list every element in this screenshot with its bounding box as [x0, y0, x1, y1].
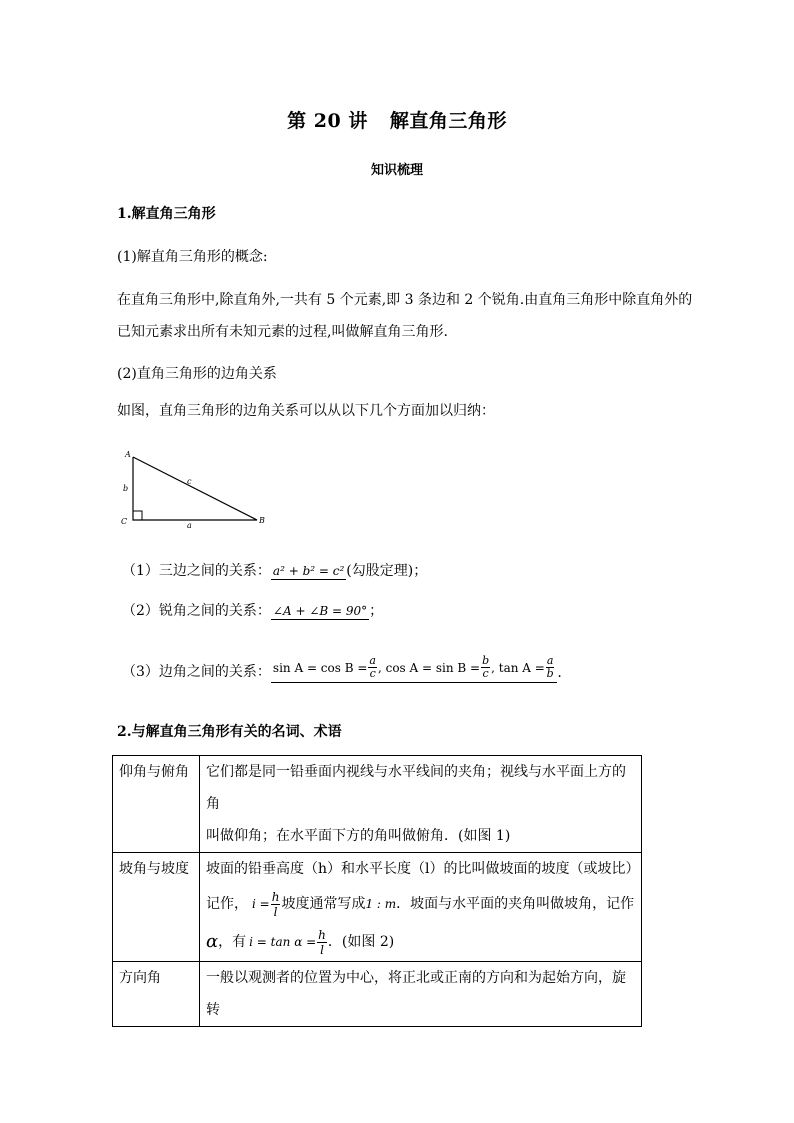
relation2-label: （2）锐角之间的关系：	[122, 603, 271, 619]
relation3-label: （3）边角之间的关系：	[122, 664, 271, 680]
table-row	[113, 756, 642, 853]
side-angle-formula	[271, 655, 557, 683]
relation1-note: (勾股定理)；	[346, 563, 428, 579]
term-definition	[200, 853, 642, 962]
definition-line: 坡面的铅垂高度（h）和水平长度（l）的比叫做坡面的坡度（或坡比）	[206, 861, 640, 877]
fraction-h-over-l	[271, 890, 281, 919]
definition-line: 它们都是同一铅垂面内视线与水平线间的夹角；视线与水平面上方的角	[206, 764, 626, 812]
vertex-label-A: A	[125, 450, 131, 459]
vertex-label-C: C	[121, 517, 128, 526]
title-lecture-number: 第 20 讲	[287, 110, 368, 132]
fraction-denominator: l	[320, 942, 324, 957]
relation1-label: （1）三边之间的关系：	[122, 563, 271, 579]
page-subtitle: 知识梳理	[370, 163, 423, 178]
section1-heading: 1.解直角三角形	[117, 206, 216, 222]
fraction-denominator: l	[273, 904, 278, 919]
definition-line: 叫做仰角；在水平面下方的角叫做俯角．(如图 1)	[206, 828, 511, 844]
fraction-numerator: h	[318, 927, 326, 942]
section1-sub2: (2)直角三角形的边角关系	[117, 366, 277, 382]
sinA-expression: sin A = cos B =	[272, 660, 368, 675]
definition-text: ，有	[218, 934, 247, 950]
fraction-denominator: b	[546, 667, 554, 680]
definition-line	[206, 885, 635, 923]
fraction-a-over-c	[368, 655, 377, 680]
relation1	[122, 560, 427, 580]
fraction-a-over-b	[546, 655, 555, 680]
terms-table	[112, 755, 642, 1027]
term-definition	[200, 962, 642, 1027]
pythagorean-formula: a² + b² = c²	[272, 564, 345, 578]
fraction-numerator: a	[546, 654, 554, 667]
fraction-numerator: h	[271, 889, 280, 904]
side-label-b: b	[123, 484, 129, 493]
section1-sub1: (1)解直角三角形的概念:	[117, 249, 268, 265]
title-topic: 解直角三角形	[389, 110, 507, 132]
definition-text: 坡度通常写成	[281, 896, 366, 912]
right-angle-mark	[133, 511, 142, 520]
relation2	[122, 600, 383, 620]
definition-text: ．(如图 2)	[327, 934, 395, 950]
relation3	[122, 655, 562, 683]
slope-ratio: 1 : m	[365, 897, 397, 911]
vertex-label-B: B	[259, 516, 265, 525]
cosA-expression: , cos A = sin B =	[377, 660, 481, 675]
slope-tan-formula: i = tan α =	[249, 935, 317, 949]
slope-i-equals: i =	[252, 897, 270, 911]
triangle-outline	[133, 457, 257, 520]
section2-heading: 2.与解直角三角形有关的名词、术语	[117, 724, 342, 740]
fraction-b-over-c	[481, 655, 490, 680]
definition-text: ．坡面与水平面的夹角叫做坡角，记作	[396, 896, 635, 912]
fraction-denominator: c	[369, 667, 376, 680]
table-row	[113, 962, 642, 1027]
fraction-numerator: a	[369, 654, 376, 667]
table-row	[113, 853, 642, 962]
relation3-end: .	[557, 665, 562, 681]
section1-paragraph-line2: 已知元素求出所有未知元素的过程,叫做解直角三角形.	[117, 324, 448, 340]
term-label-elevation-depression: 仰角与俯角	[113, 756, 200, 853]
definition-line	[206, 923, 635, 961]
section1-intro: 如图，直角三角形的边角关系可以从以下几个方面加以归纳：	[117, 403, 495, 419]
fraction-numerator: b	[482, 654, 490, 667]
definition-text: 记作，	[206, 896, 248, 912]
side-label-a: a	[187, 521, 192, 530]
term-definition	[200, 756, 642, 853]
fraction-denominator: c	[482, 667, 489, 680]
fraction-h-over-l-2	[317, 928, 327, 957]
acute-angle-formula: ∠A + ∠B = 90°	[272, 604, 368, 618]
side-label-c: c	[187, 477, 192, 486]
right-triangle-figure	[115, 445, 275, 530]
tanA-expression: , tan A =	[491, 660, 545, 675]
relation2-end: ；	[369, 603, 384, 619]
page-title	[0, 106, 794, 133]
term-label-slope: 坡角与坡度	[113, 853, 200, 962]
alpha-symbol: α	[206, 931, 219, 952]
definition-line: 一般以观测者的位置为中心，将正北或正南的方向和为起始方向，旋转	[206, 970, 626, 1018]
section1-paragraph-line1: 在直角三角形中,除直角外,一共有 5 个元素,即 3 条边和 2 个锐角.由直角三角形中除直角外的	[117, 292, 693, 308]
term-label-direction-angle: 方向角	[113, 962, 200, 1027]
